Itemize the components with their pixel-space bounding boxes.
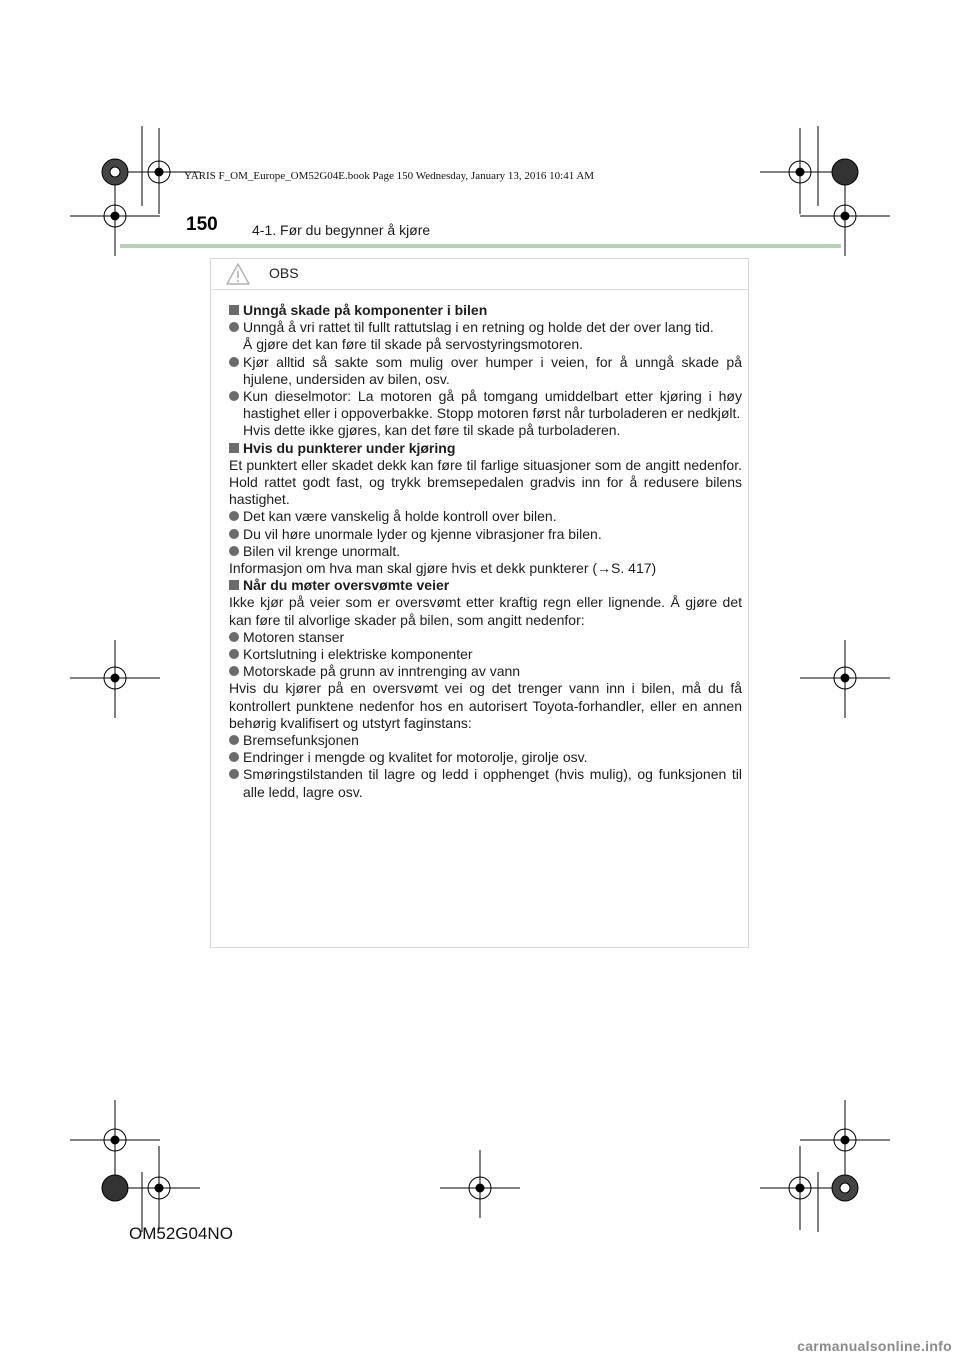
sunburst-icon: [102, 159, 128, 185]
text-line: Kjør alltid så sakte som mulig over humper i veien, for å unngå skade på hjulene, undersiden av bilen, osv.: [243, 353, 742, 387]
bullet-item: [229, 543, 742, 560]
bullet-item: [229, 629, 742, 646]
page-number: 150: [186, 214, 218, 235]
crosshair-icon: [440, 1150, 520, 1218]
bullet-item: [229, 388, 742, 440]
text-line: Bilen vil krenge unormalt.: [243, 542, 401, 559]
bullet-item: [229, 749, 742, 766]
text-line: Du vil høre unormale lyder og kjenne vibrasjoner fra bilen.: [243, 525, 602, 542]
text-line: Kun dieselmotor: La motoren gå på tomgang umiddelbart etter kjøring i høy hastighet eller i oppoverbakke. Stopp motoren først når turboladeren er nedkjølt.: [243, 388, 742, 422]
document-code: OM52G04NO: [129, 1224, 233, 1243]
text-line: Hvis dette ikke gjøres, kan det føre til skade på turboladeren.: [243, 422, 621, 439]
text-line: Et punktert eller skadet dekk kan føre til farlige situasjoner som de angitt nedenfor. Hold rattet godt fast, og trykk bremsepedalen gradvis inn for å redusere bilens hastighet.: [229, 456, 742, 508]
notice-content: [211, 290, 748, 801]
text-line: Bremsefunksjonen: [243, 732, 359, 749]
crosshair-icon: [70, 1100, 160, 1180]
bullet-item: [229, 354, 742, 388]
paragraph: [229, 594, 742, 628]
paragraph: [229, 457, 742, 509]
bullet-item: [229, 646, 742, 663]
text-line: Ikke kjør på veier som er oversvømt etter kraftig regn eller lignende. Å gjøre det kan føre til alvorlige skader på bilen, som angitt nedenfor:: [229, 594, 742, 628]
bullet-item: [229, 508, 742, 525]
section-heading: Når du møter oversvømte veier: [229, 577, 742, 594]
sunburst-icon: [832, 1175, 858, 1201]
bullet-item: [229, 663, 742, 680]
warning-triangle-icon: [225, 262, 251, 286]
text-line: Endringer i mengde og kvalitet for motorolje, girolje osv.: [243, 749, 588, 766]
section-heading: Hvis du punkterer under kjøring: [229, 440, 742, 457]
notice-box: [210, 258, 749, 948]
text-line: Motorskade på grunn av inntrenging av vann: [243, 663, 521, 680]
chapter-title: 4-1. Før du begynner å kjøre: [252, 222, 431, 238]
watermark: carmanualsonline.info: [797, 1338, 952, 1354]
text-line: Det kan være vanskelig å holde kontroll over bilen.: [243, 508, 557, 525]
dark-disc-icon: [832, 159, 858, 185]
dark-disc-icon: [102, 1175, 128, 1201]
text-line: Unngå å vri rattet til fullt rattutslag i en retning og holde det der over lang tid.: [243, 319, 714, 336]
bullet-item: [229, 319, 742, 353]
notice-header: [211, 259, 748, 290]
header-rule: [120, 244, 841, 248]
paragraph: [229, 680, 742, 732]
crosshair-icon: [70, 640, 160, 718]
text-line: Å gjøre det kan føre til skade på servostyringsmotoren.: [243, 336, 584, 353]
crosshair-icon: [800, 1100, 890, 1180]
book-info: YARIS F_OM_Europe_OM52G04E.book Page 150 Wednesday, January 13, 2016 10:41 AM: [184, 170, 595, 182]
text-line: Motoren stanser: [243, 628, 345, 645]
bullet-item: [229, 766, 742, 800]
text-line: Kortslutning i elektriske komponenter: [243, 646, 473, 663]
bullet-item: [229, 732, 742, 749]
crosshair-icon: [118, 1146, 200, 1230]
bullet-item: [229, 526, 742, 543]
text-line: Hvis du kjører på en oversvømt vei og det trenger vann inn i bilen, må du få kontrollert punktene nedenfor hos en autorisert Toyota-forhandler, eller en annen behørig kvalifisert og utstyrt faginstans:: [229, 680, 742, 731]
text-line: Informasjon om hva man skal gjøre hvis et dekk punkterer (→S. 417): [229, 560, 657, 577]
paragraph: [229, 560, 742, 577]
notice-title: OBS: [269, 265, 299, 281]
text-line: Smøringstilstanden til lagre og ledd i opphenget (hvis mulig), og funksjonen til alle ledd, lagre osv.: [243, 766, 742, 800]
section-heading: Unngå skade på komponenter i bilen: [229, 302, 742, 319]
crosshair-icon: [760, 1146, 842, 1230]
crosshair-icon: [800, 640, 890, 718]
